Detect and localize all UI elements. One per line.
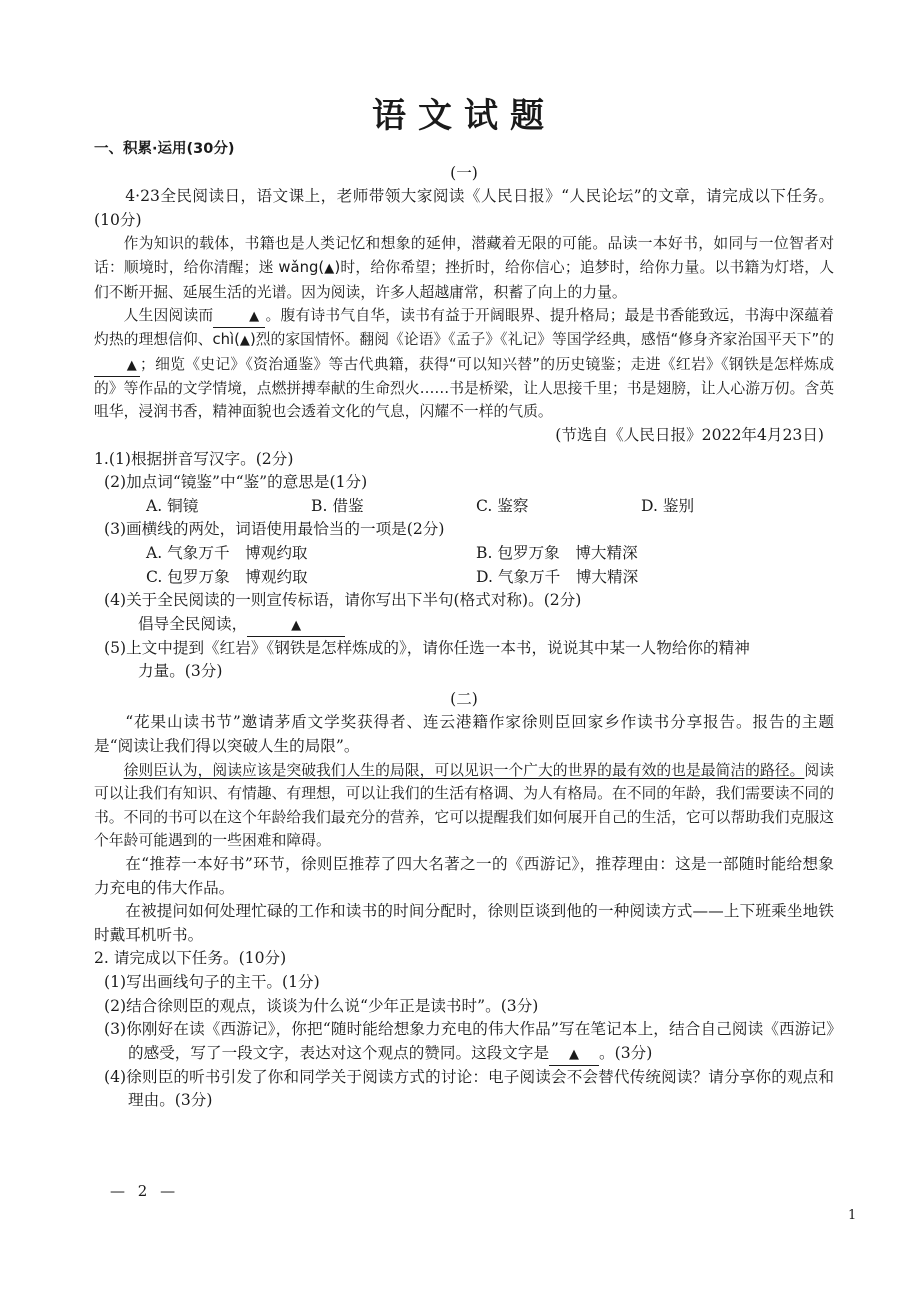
slogan-first-half: 倡导全民阅读， (138, 614, 248, 633)
part-label-1: (一) (450, 163, 478, 182)
para1-text-b: )时，给你希望；挫折时，给你信心；追梦时，给你力量。以书籍为灯塔，人们不断开掘、延展生活的光谱。因为阅读，许多人超越庸常，积蓄了向上的力量。 (94, 258, 835, 301)
option-d: D. 气象万千 博大精深 (476, 567, 639, 586)
blank-marker: ▲ (569, 1046, 580, 1062)
option-c: C. 鉴察 (476, 496, 529, 515)
option-d: D. 鉴别 (641, 496, 695, 515)
page-footer: — 2 — (110, 1182, 180, 1200)
report-paragraph-4: 在被提问如何处理忙碌的工作和读书的时间分配时，徐则臣谈到他的一种阅读方式——上下班乘坐地铁时戴耳机听书。 (94, 902, 834, 944)
report-paragraph-3: 在“推荐一本好书”环节，徐则臣推荐了四大名著之一的《西游记》，推荐理由：这是一部随时能给想象力充电的伟大作品。 (94, 855, 834, 897)
question-1-5-line2: 力量。(3分) (138, 662, 223, 681)
blank-marker: ▲ (249, 309, 260, 325)
question-1-2: (2)加点词“镜鉴”中“鉴”的意思是(1分) (104, 473, 368, 492)
page-title: 语文试题 (372, 96, 556, 136)
option-b: B. 借鉴 (311, 496, 364, 515)
question-2-4: (4)徐则臣的听书引发了你和同学关于阅读方式的讨论：电子阅读会不会替代传统阅读？请分享你的观点和理由。(3分) (104, 1067, 834, 1110)
question-1-4: (4)关于全民阅读的一则宣传标语，请你写出下半句(格式对称)。(2分) (104, 591, 582, 610)
para2-text-c: )烈的家国情怀。翻阅《论语》《孟子》《礼记》等国学经典，感悟“修身齐家治国平天下”的 (249, 331, 834, 349)
options-1-2 (94, 495, 834, 519)
option-c: C. 包罗万象 博观约取 (146, 567, 308, 586)
answer-blank (94, 355, 140, 377)
answer-blank (247, 614, 345, 637)
slogan-line (94, 613, 834, 637)
report-paragraph-1: “花果山读书节”邀请茅盾文学奖获得者、连云港籍作家徐则臣回家乡作读书分享报告。报告的主题是“阅读让我们得以突破人生的局限”。 (94, 713, 834, 756)
question-2-1: (1)写出画线句子的主干。(1分) (104, 973, 320, 991)
exam-body (94, 138, 834, 1113)
blank-marker: ▲ (126, 357, 137, 373)
article-paragraph-2 (94, 304, 834, 424)
report-paragraph-2-rest: 阅读可以让我们有知识、有情趣、有理想，可以让我们的生活有格调、为人有格局。在不同的年龄，我们需要读不同的书。不同的书可以在这个年龄给我们最充分的营养，它可以提醒我们如何展开自己的生活，它可以帮助我们克服这个年龄可能遇到的一些困难和障碍。 (94, 761, 834, 850)
para1-text-a: 作为知识的载体，书籍也是人类记忆和想象的延伸，潜藏着无限的可能。品读一本好书，如同与一位智者对话：顺境时，给你清醒；迷 wǎng( (94, 235, 834, 276)
option-b: B. 包罗万象 博大精深 (476, 543, 638, 562)
blank-marker: ▲ (239, 333, 250, 349)
answer-blank (549, 1043, 599, 1066)
options-1-3-row1 (94, 542, 834, 566)
answer-blank (213, 306, 265, 328)
question-1-1: 1.(1)根据拼音写汉字。(2分) (94, 449, 294, 468)
report-paragraph-2 (94, 759, 834, 853)
question-2-3-tail: 。(3分) (599, 1043, 653, 1062)
task-intro: 4·23全民阅读日，语文课上，老师带领大家阅读《人民日报》“人民论坛”的文章，请完成以下任务。(10分) (94, 187, 834, 229)
page-number: 1 (848, 1208, 857, 1223)
question-2-2: (2)结合徐则臣的观点，谈谈为什么说“少年正是读书时”。(3分) (104, 996, 539, 1015)
para2-text-b: 。腹有诗书气自华，读书有益于开阔眼界、提升格局；最是书香能致远，书海中深蕴着灼热的理想信仰、chì( (94, 307, 834, 349)
question-1-3: (3)画横线的两处，词语使用最恰当的一项是(2分) (104, 520, 445, 539)
blank-marker: ▲ (291, 617, 302, 633)
exam-page (94, 0, 834, 1302)
option-a: A. 气象万千 博观约取 (146, 543, 308, 562)
options-1-3-row2 (94, 566, 834, 590)
question-2-3 (94, 1018, 834, 1066)
para2-text-d: ；细览《史记》《资治通鉴》等古代典籍，获得“可以知兴替”的历史镜鉴；走进《红岩》《钢铁是怎样炼成的》等作品的文学情境，点燃拼搏奉献的生命烈火……书是桥梁，让人思接千里；书是翅膀，让人心游万仞。含英咀华，浸润书香，精神面貌也会透着文化的气息，闪耀不一样的气质。 (94, 355, 834, 421)
blank-marker: ▲ (324, 260, 335, 276)
question-2: 2. 请完成以下任务。(10分) (94, 949, 287, 968)
question-2-3-text: (3)你刚好在读《西游记》，你把“随时能给想象力充电的伟大作品”写在笔记本上，结合自己阅读《西游记》的感受，写了一段文字，表达对这个观点的赞同。这段文字是 (104, 1020, 834, 1062)
article-paragraph-1 (94, 232, 834, 304)
section-heading: 一、积累·运用(30分) (94, 141, 235, 157)
question-1-5-line1: (5)上文中提到《红岩》《钢铁是怎样炼成的》，请你任选一本书，说说其中某一人物给你的精神 (104, 638, 750, 657)
article-source: (节选自《人民日报》2022年4月23日) (555, 425, 824, 444)
option-a: A. 铜镜 (146, 496, 199, 515)
part-label-2: (二) (450, 689, 478, 708)
para2-text-a: 人生因阅读而 (123, 307, 214, 325)
underlined-sentence: 徐则臣认为，阅读应该是突破我们人生的局限，可以见识一个广大的世界的最有效的也是最简洁的路径。 (123, 761, 805, 779)
